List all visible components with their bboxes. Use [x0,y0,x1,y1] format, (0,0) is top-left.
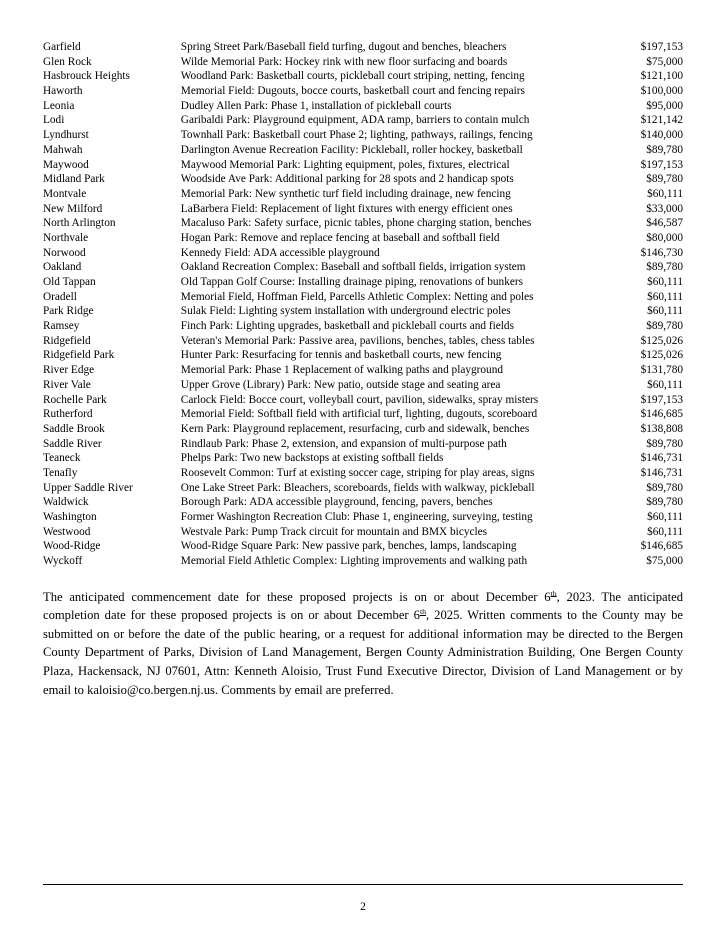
project-description: Memorial Park: Phase 1 Replacement of walking paths and playground [180,364,503,377]
grant-amount: $89,780 [646,496,683,509]
page-number: 2 [360,901,366,913]
project-description: Kennedy Field: ADA accessible playground [180,246,380,259]
grant-amount: $60,111 [647,378,683,391]
municipality-name: Midland Park [43,173,105,186]
grant-amount: $197,153 [640,41,683,53]
table-row [43,451,683,466]
table-row [43,99,683,114]
table-row [43,260,683,275]
municipality-name: Ridgefield Park [43,349,115,362]
municipality-name: Leonia [43,99,75,112]
municipality-name: Haworth [43,85,83,98]
municipality-name: Ramsey [43,320,80,333]
grant-amount: $140,000 [640,129,683,142]
municipality-name: Norwood [43,246,86,259]
project-description: Former Washington Recreation Club: Phase 1, engineering, surveying, testing [180,511,533,523]
grant-amount: $60,111 [647,276,683,288]
table-row [43,363,683,378]
municipal-grant-table [43,40,683,569]
project-description: LaBarbera Field: Replacement of light fixtures with energy efficient ones [180,202,513,215]
grant-amount: $125,026 [640,349,683,362]
notice-text-part-1: The anticipated commencement date for these proposed projects is on or about December 6 [43,589,551,604]
grant-amount: $146,685 [640,408,683,421]
municipality-name: Waldwick [43,496,89,509]
grant-amount: $60,111 [647,290,683,303]
project-description: Wilde Memorial Park: Hockey rink with new floor surfacing and boards [180,55,508,68]
municipality-name: Oakland [43,261,82,274]
grant-amount: $89,780 [646,481,683,494]
municipality-name: Oradell [43,290,77,303]
table-row [43,187,683,202]
project-description: Old Tappan Golf Course: Installing drainage piping, renovations of bunkers [180,276,524,288]
table-row [43,202,683,217]
project-description: Finch Park: Lighting upgrades, basketball and pickleball courts and fields [180,320,514,333]
project-description: Roosevelt Common: Turf at existing soccer cage, striping for play areas, signs [180,466,535,479]
table-row [43,275,683,290]
project-description: Upper Grove (Library) Park: New patio, outside stage and seating area [180,378,501,391]
project-description: Veteran's Memorial Park: Passive area, pavilions, benches, tables, chess tables [180,334,535,347]
project-description: Memorial Field: Dugouts, bocce courts, basketball court and fencing repairs [180,85,525,98]
municipality-name: Ridgefield [43,334,91,347]
table-row [43,334,683,349]
project-description: Macaluso Park: Safety surface, picnic tables, phone charging station, benches [180,217,532,230]
project-description: Townhall Park: Basketball court Phase 2; lighting, pathways, railings, fencing [180,129,533,142]
notice-text-part-2: , 2023. The anticipated completion date for these proposed projects is on or about December 6 [43,589,683,623]
municipality-name: Northvale [43,231,89,244]
project-description: Kern Park: Playground replacement, resurfacing, curb and sidewalk, benches [180,422,530,435]
grant-amount: $60,111 [647,511,683,523]
table-row [43,525,683,540]
municipality-name: Saddle River [43,437,102,450]
grant-amount: $131,780 [640,364,683,377]
table-row [43,84,683,99]
municipality-name: Garfield [43,41,81,53]
municipality-name: Wyckoff [43,555,83,568]
table-row [43,466,683,481]
grant-amount: $75,000 [646,55,683,68]
grant-amount: $46,587 [646,217,683,230]
grant-amount: $89,780 [646,173,683,186]
grant-amount: $80,000 [646,231,683,244]
table-row [43,554,683,569]
grant-amount: $60,111 [647,525,683,538]
project-description: Borough Park: ADA accessible playground, fencing, pavers, benches [180,496,493,509]
table-row [43,319,683,334]
table-row [43,216,683,231]
municipality-name: Teaneck [43,452,81,465]
municipality-name: River Vale [43,378,91,391]
grant-amount: $95,000 [646,99,683,112]
project-description: Westvale Park: Pump Track circuit for mountain and BMX bicycles [180,525,488,538]
municipality-name: Montvale [43,187,87,200]
project-description: Darlington Avenue Recreation Facility: Pickleball, roller hockey, basketball [180,143,523,156]
table-row [43,69,683,84]
table-row [43,172,683,187]
grant-amount: $146,731 [640,466,683,479]
project-description: Wood-Ridge Square Park: New passive park, benches, lamps, landscaping [180,540,517,553]
project-description: Memorial Field Athletic Complex: Lighting improvements and walking path [180,555,528,568]
table-row [43,55,683,70]
table-row [43,40,683,55]
project-description: Phelps Park: Two new backstops at existing softball fields [180,452,444,465]
project-description: Garibaldi Park: Playground equipment, ADA ramp, barriers to contain mulch [180,114,530,127]
table-row [43,539,683,554]
project-description: Maywood Memorial Park: Lighting equipment, poles, fixtures, electrical [180,158,510,171]
grant-amount: $60,111 [647,305,683,318]
municipality-name: North Arlington [43,217,116,230]
municipality-name: Westwood [43,525,91,538]
table-row [43,113,683,128]
table-row [43,143,683,158]
table-row [43,348,683,363]
project-description: One Lake Street Park: Bleachers, scoreboards, fields with walkway, pickleball [180,481,535,494]
footer-divider [43,884,683,885]
grant-amount: $197,153 [640,393,683,406]
table-row [43,495,683,510]
table-body [43,40,683,569]
table-row [43,437,683,452]
municipality-name: Maywood [43,158,89,171]
project-description: Woodside Ave Park: Additional parking for 28 spots and 2 handicap spots [180,173,514,186]
municipality-name: Wood-Ridge [43,540,101,553]
grant-amount: $146,685 [640,540,683,553]
grant-amount: $197,153 [640,158,683,171]
table-row [43,304,683,319]
project-description: Hogan Park: Remove and replace fencing at baseball and softball field [180,231,500,244]
municipality-name: Washington [43,511,97,523]
municipality-name: Hasbrouck Heights [43,70,130,83]
project-description: Hunter Park: Resurfacing for tennis and basketball courts, new fencing [180,349,502,362]
notice-paragraph [43,588,683,700]
municipality-name: Park Ridge [43,305,94,318]
project-description: Oakland Recreation Complex: Baseball and softball fields, irrigation system [180,261,526,274]
table-row [43,407,683,422]
table-row [43,510,683,525]
table-row [43,378,683,393]
project-description: Rindlaub Park: Phase 2, extension, and expansion of multi-purpose path [180,437,507,450]
table-row [43,422,683,437]
grant-amount: $146,731 [640,452,683,465]
grant-amount: $100,000 [640,85,683,98]
municipality-name: Saddle Brook [43,422,105,435]
municipality-name: Upper Saddle River [43,481,133,494]
project-description: Carlock Field: Bocce court, volleyball court, pavilion, sidewalks, spray misters [180,393,539,406]
municipality-name: New Milford [43,202,103,215]
project-description: Memorial Field: Softball field with artificial turf, lighting, dugouts, scoreboard [180,408,538,421]
grant-amount: $125,026 [640,334,683,347]
municipality-name: Rochelle Park [43,393,107,406]
grant-amount: $33,000 [646,202,683,215]
grant-amount: $75,000 [646,555,683,568]
municipality-name: Glen Rock [43,55,92,68]
grant-amount: $138,808 [640,422,683,435]
table-row [43,128,683,143]
project-description: Memorial Field, Hoffman Field, Parcells Athletic Complex: Netting and poles [180,290,534,303]
notice-text-part-3: , 2025. Written comments to the County may be submitted on or before the date of the public hearing, or a request for additional information may be directed to the Bergen County Department of Parks, Division of Land Management, Bergen County Administration Building, One Bergen County Plaza, Hackensack, NJ 07601, Attn: Kenneth Aloisio, Trust Fund Executive Director, Division of Land Management or by email to kaloisio@co.bergen.nj.us. Comments by email are preferred. [43,608,683,697]
grant-amount: $89,780 [646,320,683,333]
municipality-name: Lyndhurst [43,129,89,142]
project-description: Sulak Field: Lighting system installation with underground electric poles [180,305,511,318]
municipality-name: Mahwah [43,143,83,156]
municipality-name: Old Tappan [43,276,96,288]
table-row [43,158,683,173]
table-row [43,393,683,408]
project-description: Spring Street Park/Baseball field turfing, dugout and benches, bleachers [180,41,507,53]
municipality-name: Tenafly [43,466,78,479]
table-row [43,246,683,261]
project-description: Dudley Allen Park: Phase 1, installation of pickleball courts [180,99,452,112]
table-row [43,290,683,305]
grant-amount: $89,780 [646,261,683,274]
grant-amount: $60,111 [647,187,683,200]
grant-amount: $121,100 [640,70,683,83]
table-row [43,481,683,496]
grant-amount: $89,780 [646,143,683,156]
ordinal-suffix-2: th [419,607,427,616]
table-row [43,231,683,246]
municipality-name: Lodi [43,114,65,127]
grant-amount: $89,780 [646,437,683,450]
grant-amount: $146,730 [640,246,683,259]
municipality-name: River Edge [43,364,95,377]
grant-amount: $121,142 [640,114,683,127]
project-description: Woodland Park: Basketball courts, pickleball court striping, netting, fencing [180,70,525,83]
project-description: Memorial Park: New synthetic turf field including drainage, new fencing [180,187,511,200]
ordinal-suffix-1: th [550,588,557,598]
municipality-name: Rutherford [43,408,93,421]
